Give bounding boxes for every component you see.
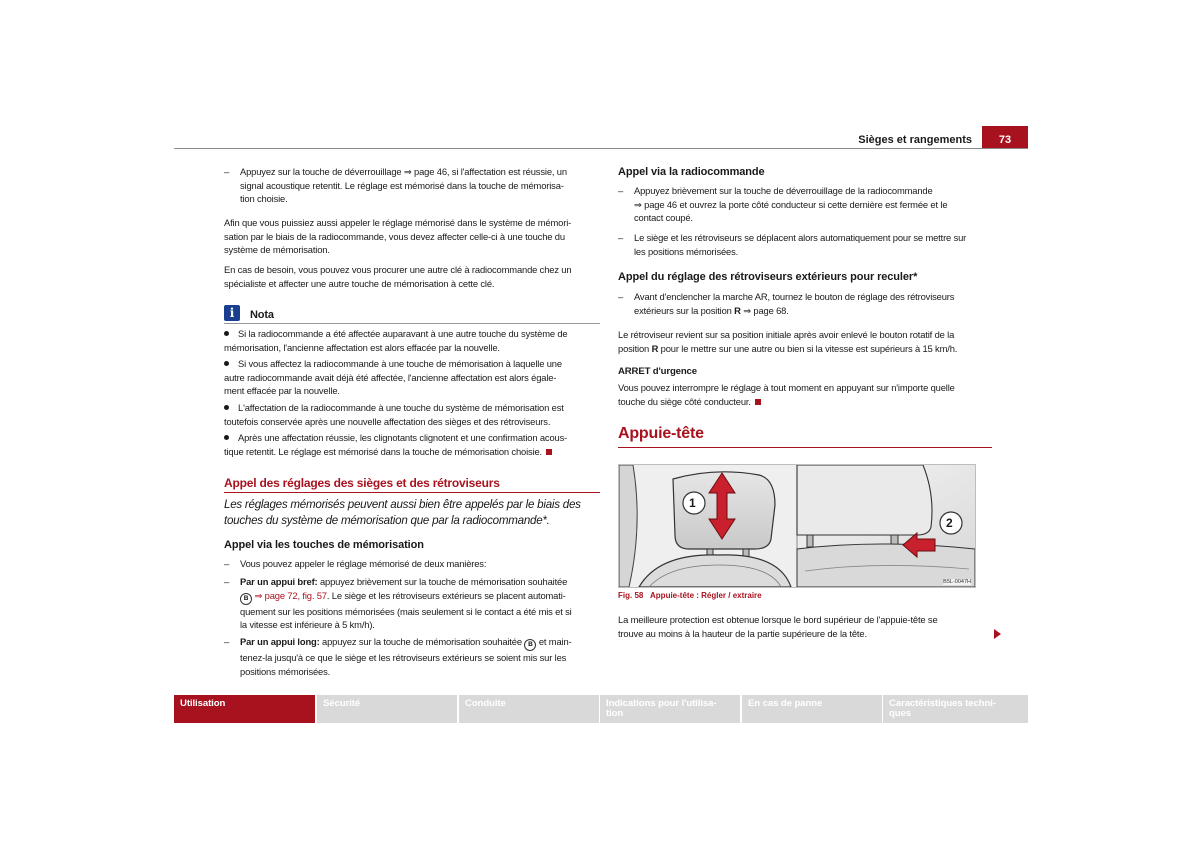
text-line: mémorisation, l'ancienne affectation est alors effacée par la nouvelle. xyxy=(224,341,500,353)
text-line: Le rétroviseur revient sur sa position initiale après avoir enlevé le bouton rotatif de la xyxy=(618,329,955,340)
left-column xyxy=(224,165,604,685)
dash-item-r3: – Avant d'enclencher la marche AR, tournez le bouton de réglage des rétroviseurs extérieurs sur la position R ⇒ page 68. xyxy=(618,290,998,317)
nota-bullet-3 xyxy=(224,401,604,428)
text-line: tique retentit. Le réglage est mémorisé dans la touche de mémorisation choisie. xyxy=(224,445,543,457)
paragraph-r1 xyxy=(618,328,998,355)
tab-securite[interactable]: Sécurité xyxy=(317,695,457,723)
dash-item-1: – Appuyez sur la touche de déverrouillage ⇒ page 46, si l'affectation est réussie, un signal acoustique retentit. Le réglage est mémorisé dans la touche de mémorisa- tion choisie. xyxy=(224,165,604,206)
text-line: les positions mémorisées. xyxy=(634,245,739,257)
subsection-title: Appel via les touches de mémorisation xyxy=(224,539,424,551)
bold-label: Par un appui bref: xyxy=(240,576,318,587)
tab-indications[interactable]: Indications pour l'utilisa- tion xyxy=(600,695,740,723)
text-line: Si vous affectez la radiocommande à une touche de mémorisation à laquelle une xyxy=(238,358,562,369)
caption-text: Appuie-tête : Régler / extraire xyxy=(650,591,762,600)
text-line: sation par le biais de la radiocommande, vous devez affecter celle-ci à une touche du xyxy=(224,230,565,242)
caption-number: Fig. 58 xyxy=(618,591,644,600)
paragraph-r2 xyxy=(618,381,998,408)
page-number: 73 xyxy=(982,126,1028,148)
tab-utilisation[interactable]: Utilisation xyxy=(174,695,315,723)
paragraph-2 xyxy=(224,263,571,290)
end-marker-icon xyxy=(755,399,761,405)
dash-item-4: – Par un appui long: appuyez sur la touche de mémorisation souhaitée B et main- tenez-la jusqu'à ce que le siège et les rétroviseurs extérieurs se soient mis sur les positions mémorisées. xyxy=(224,635,604,678)
text-line: Si la radiocommande a été affectée auparavant à une autre touche du système de xyxy=(238,328,568,339)
text-line: pour le mettre sur une autre ou bien si la vitesse est supérieurs à 15 km/h. xyxy=(658,342,958,354)
paragraph-r3 xyxy=(618,613,998,640)
bold-label: Par un appui long: xyxy=(240,636,320,647)
text-line: Vous pouvez appeler le réglage mémorisé de deux manières: xyxy=(240,558,487,569)
text-line: Appuyez brièvement sur la touche de déverrouillage de la radiocommande xyxy=(634,185,933,196)
text-line: quement sur les positions mémorisées (mais seulement si le contact a été mis et si xyxy=(240,605,572,617)
text-line: ⇒ page 68. xyxy=(740,304,789,316)
text-line: Vous pouvez interrompre le réglage à tout moment en appuyant sur n'importe quelle xyxy=(618,382,955,393)
figure-caption xyxy=(618,591,762,600)
headrest-figure xyxy=(618,464,976,588)
figure-marker-2: 2 xyxy=(946,516,953,530)
text-line: tenez-la jusqu'à ce que le siège et les rétroviseurs extérieurs se soient mis sur les xyxy=(240,652,567,663)
info-icon: i xyxy=(224,305,240,321)
text-line: Appuyez sur la touche de déverrouillage ⇒ page 46, si l'affectation est réussie, un xyxy=(240,166,567,177)
nota-bullet-4 xyxy=(224,431,604,458)
text-line: trouve au moins à la hauteur de la partie supérieure de la tête. xyxy=(618,627,867,639)
heading-radio: Appel via la radiocommande xyxy=(618,166,765,178)
text-line: En cas de besoin, vous pouvez vous procurer une autre clé à radiocommande chez un xyxy=(224,264,572,275)
bullet-icon xyxy=(224,405,229,410)
text-line: tion choisie. xyxy=(240,193,288,205)
header-rule xyxy=(174,148,1028,149)
heading-arret: ARRET d'urgence xyxy=(618,366,697,377)
text-line: toutefois conservée après une nouvelle affectation des sièges et des rétroviseurs. xyxy=(224,415,551,427)
text-line: Afin que vous puissiez aussi appeler le réglage mémorisé dans le système de mémori- xyxy=(224,217,572,228)
text-line: la vitesse est inférieure à 5 km/h). xyxy=(240,619,375,631)
text-line: positions mémorisées. xyxy=(240,665,331,677)
tab-en-cas-de-panne[interactable]: En cas de panne xyxy=(742,695,882,723)
intro-italic xyxy=(224,497,604,529)
page-reference-link[interactable]: ⇒ page 72, fig. 57 xyxy=(254,589,327,601)
text-line: position xyxy=(618,342,652,354)
text-line: appuyez brièvement sur la touche de mémorisation souhaitée xyxy=(317,576,568,587)
text-line: ⇒ page 46 et ouvrez la porte côté conducteur si cette dernière est fermée et le xyxy=(634,198,948,210)
dash-item-r1: – Appuyez brièvement sur la touche de déverrouillage de la radiocommande ⇒ page 46 et ouvrez la porte côté conducteur si cette dernière est fermée et le contact coupé. xyxy=(618,184,998,225)
text-line: . Le siège et les rétroviseurs extérieurs se placent automati- xyxy=(326,589,566,601)
big-section-title: Appuie-tête xyxy=(618,425,704,442)
section-title: Appel des réglages des sièges et des rétroviseurs xyxy=(224,476,500,490)
headrest-illustration xyxy=(619,465,975,587)
continue-arrow-icon xyxy=(994,629,1001,639)
mirror-position-symbol: R xyxy=(651,342,659,354)
figure-marker-1: 1 xyxy=(689,496,696,510)
memory-key-icon: B xyxy=(240,593,252,605)
text-line: La meilleure protection est obtenue lorsque le bord supérieur de l'appuie-tête se xyxy=(618,614,938,625)
bullet-icon xyxy=(224,331,229,336)
text-line: spécialiste et affecter une autre touche de mémorisation à cette clé. xyxy=(224,277,495,289)
nota-title: Nota xyxy=(250,309,274,321)
text-line: Avant d'enclencher la marche AR, tournez le bouton de réglage des rétroviseurs xyxy=(634,291,955,302)
text-line: autre radiocommande avait déjà été affectée, l'ancienne affectation est alors égale- xyxy=(224,371,557,383)
text-line: contact coupé. xyxy=(634,212,693,224)
nota-rule xyxy=(224,323,600,324)
nota-header xyxy=(224,305,424,325)
bullet-icon xyxy=(224,361,229,366)
text-line: appuyez sur la touche de mémorisation souhaitée xyxy=(319,636,522,647)
tab-conduite[interactable]: Conduite xyxy=(459,695,599,723)
tab-caracteristiques[interactable]: Caractéristiques techni- ques xyxy=(883,695,1028,723)
figure-code: B5L-0047H xyxy=(943,579,971,585)
dash-item-2: – Vous pouvez appeler le réglage mémorisé de deux manières: xyxy=(224,557,604,571)
memory-key-icon: B xyxy=(524,639,536,651)
text-line: touche du siège côté conducteur. xyxy=(618,395,751,407)
text-line: système de mémorisation. xyxy=(224,244,330,256)
nota-bullet-1 xyxy=(224,327,604,354)
text-line: touches du système de mémorisation que par la radiocommande*. xyxy=(224,514,550,527)
text-line: Après une affectation réussie, les clignotants clignotent et une confirmation acous- xyxy=(238,432,568,443)
dash-item-3: – Par un appui bref: appuyez brièvement sur la touche de mémorisation souhaitée B ⇒ page 72, fig. 57. Le siège et les rétroviseurs extérieurs se placent automati- quement sur les positions mémorisées (mais seulement si le contact a été mis et si la vitesse est inférieure à 5 km/h). xyxy=(224,575,604,632)
paragraph-1 xyxy=(224,216,571,257)
nota-bullet-2 xyxy=(224,357,604,398)
text-line: Les réglages mémorisés peuvent aussi bien être appelés par le biais des xyxy=(224,498,581,511)
text-line: Le siège et les rétroviseurs se déplacent alors automatiquement pour se mettre sur xyxy=(634,232,967,243)
mirror-position-symbol: R xyxy=(734,304,741,316)
text-line: et main- xyxy=(536,636,572,647)
bullet-icon xyxy=(224,435,229,440)
big-section-rule xyxy=(618,447,992,448)
section-rule xyxy=(224,492,600,493)
header-title: Sièges et rangements xyxy=(858,134,972,146)
end-marker-icon xyxy=(546,449,552,455)
text-line: ment effacée par la nouvelle. xyxy=(224,385,340,397)
heading-reverse: Appel du réglage des rétroviseurs extérieurs pour reculer* xyxy=(618,271,918,283)
text-line: signal acoustique retentit. Le réglage est mémorisé dans la touche de mémorisa- xyxy=(240,179,564,191)
dash-item-r2: – Le siège et les rétroviseurs se déplacent alors automatiquement pour se mettre sur les positions mémorisées. xyxy=(618,231,998,258)
text-line: L'affectation de la radiocommande à une touche du système de mémorisation est xyxy=(238,402,564,413)
text-line: extérieurs sur la position xyxy=(634,304,735,316)
